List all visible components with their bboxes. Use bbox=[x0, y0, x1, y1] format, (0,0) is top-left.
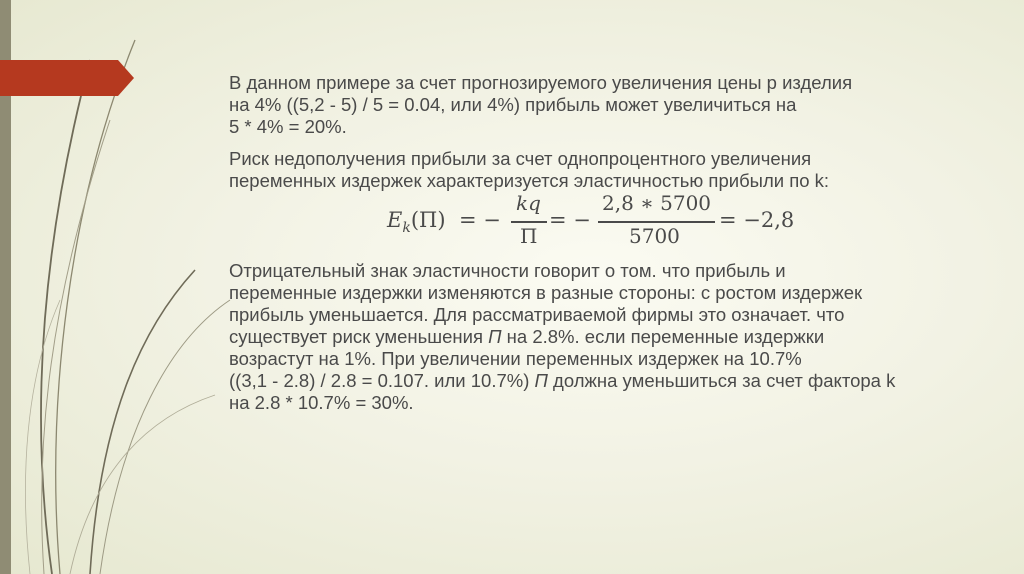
slide-content bbox=[229, 72, 989, 424]
formula-result: = −2,8 bbox=[719, 208, 795, 232]
paragraph-risk bbox=[229, 148, 989, 192]
text-run: ((3,1 - 2.8) / 2.8 = 0.107. или 10.7%) bbox=[229, 370, 535, 391]
paragraph-line: переменных издержек характеризуется эластичностью прибыли по k: bbox=[229, 170, 830, 191]
formula-equals-minus: = − bbox=[459, 208, 501, 232]
profit-symbol: П bbox=[534, 370, 548, 391]
paragraph-line bbox=[229, 370, 989, 392]
profit-symbol: П bbox=[488, 326, 502, 347]
paragraph-line: возрастут на 1%. При увеличении переменных издержек на 10.7% bbox=[229, 348, 802, 369]
fraction-numerator: 2,8 ∗ 5700 bbox=[602, 191, 712, 215]
fraction-denominator: П bbox=[520, 224, 538, 248]
fraction-denominator: 5700 bbox=[629, 224, 680, 248]
elasticity-formula bbox=[229, 192, 989, 254]
paragraph-line: на 4% ((5,2 - 5) / 5 = 0.04, или 4%) прибыль может увеличиться на bbox=[229, 94, 797, 115]
formula-symbol-e: E bbox=[387, 208, 403, 232]
paragraph-price-increase bbox=[229, 72, 989, 138]
formula-argument: (П) bbox=[410, 208, 446, 232]
paragraph-line: переменные издержки изменяются в разные стороны: с ростом издержек bbox=[229, 282, 863, 303]
paragraph-line: прибыль уменьшается. Для рассматриваемой фирмы это означает. что bbox=[229, 304, 845, 325]
text-run: должна уменьшиться за счет фактора k bbox=[547, 370, 896, 391]
paragraph-interpretation bbox=[229, 260, 989, 414]
formula-subscript: k bbox=[402, 220, 411, 236]
title-ribbon bbox=[0, 60, 134, 96]
fraction-bar bbox=[598, 221, 715, 223]
paragraph-line: Риск недополучения прибыли за счет однопроцентного увеличения bbox=[229, 148, 812, 169]
paragraph-line: 5 * 4% = 20%. bbox=[229, 116, 347, 137]
formula-lhs bbox=[387, 209, 446, 234]
fraction-numerator: kq bbox=[516, 191, 541, 215]
paragraph-line bbox=[229, 326, 989, 348]
paragraph-line: Отрицательный знак эластичности говорит о том. что прибыль и bbox=[229, 260, 786, 281]
paragraph-line: на 2.8 * 10.7% = 30%. bbox=[229, 392, 414, 413]
text-run: на 2.8%. если переменные издержки bbox=[501, 326, 825, 347]
paragraph-line: В данном примере за счет прогнозируемого увеличения цены р изделия bbox=[229, 72, 853, 93]
text-run: существует риск уменьшения bbox=[229, 326, 489, 347]
fraction-bar bbox=[511, 221, 547, 223]
formula-equals-minus: = − bbox=[549, 208, 591, 232]
